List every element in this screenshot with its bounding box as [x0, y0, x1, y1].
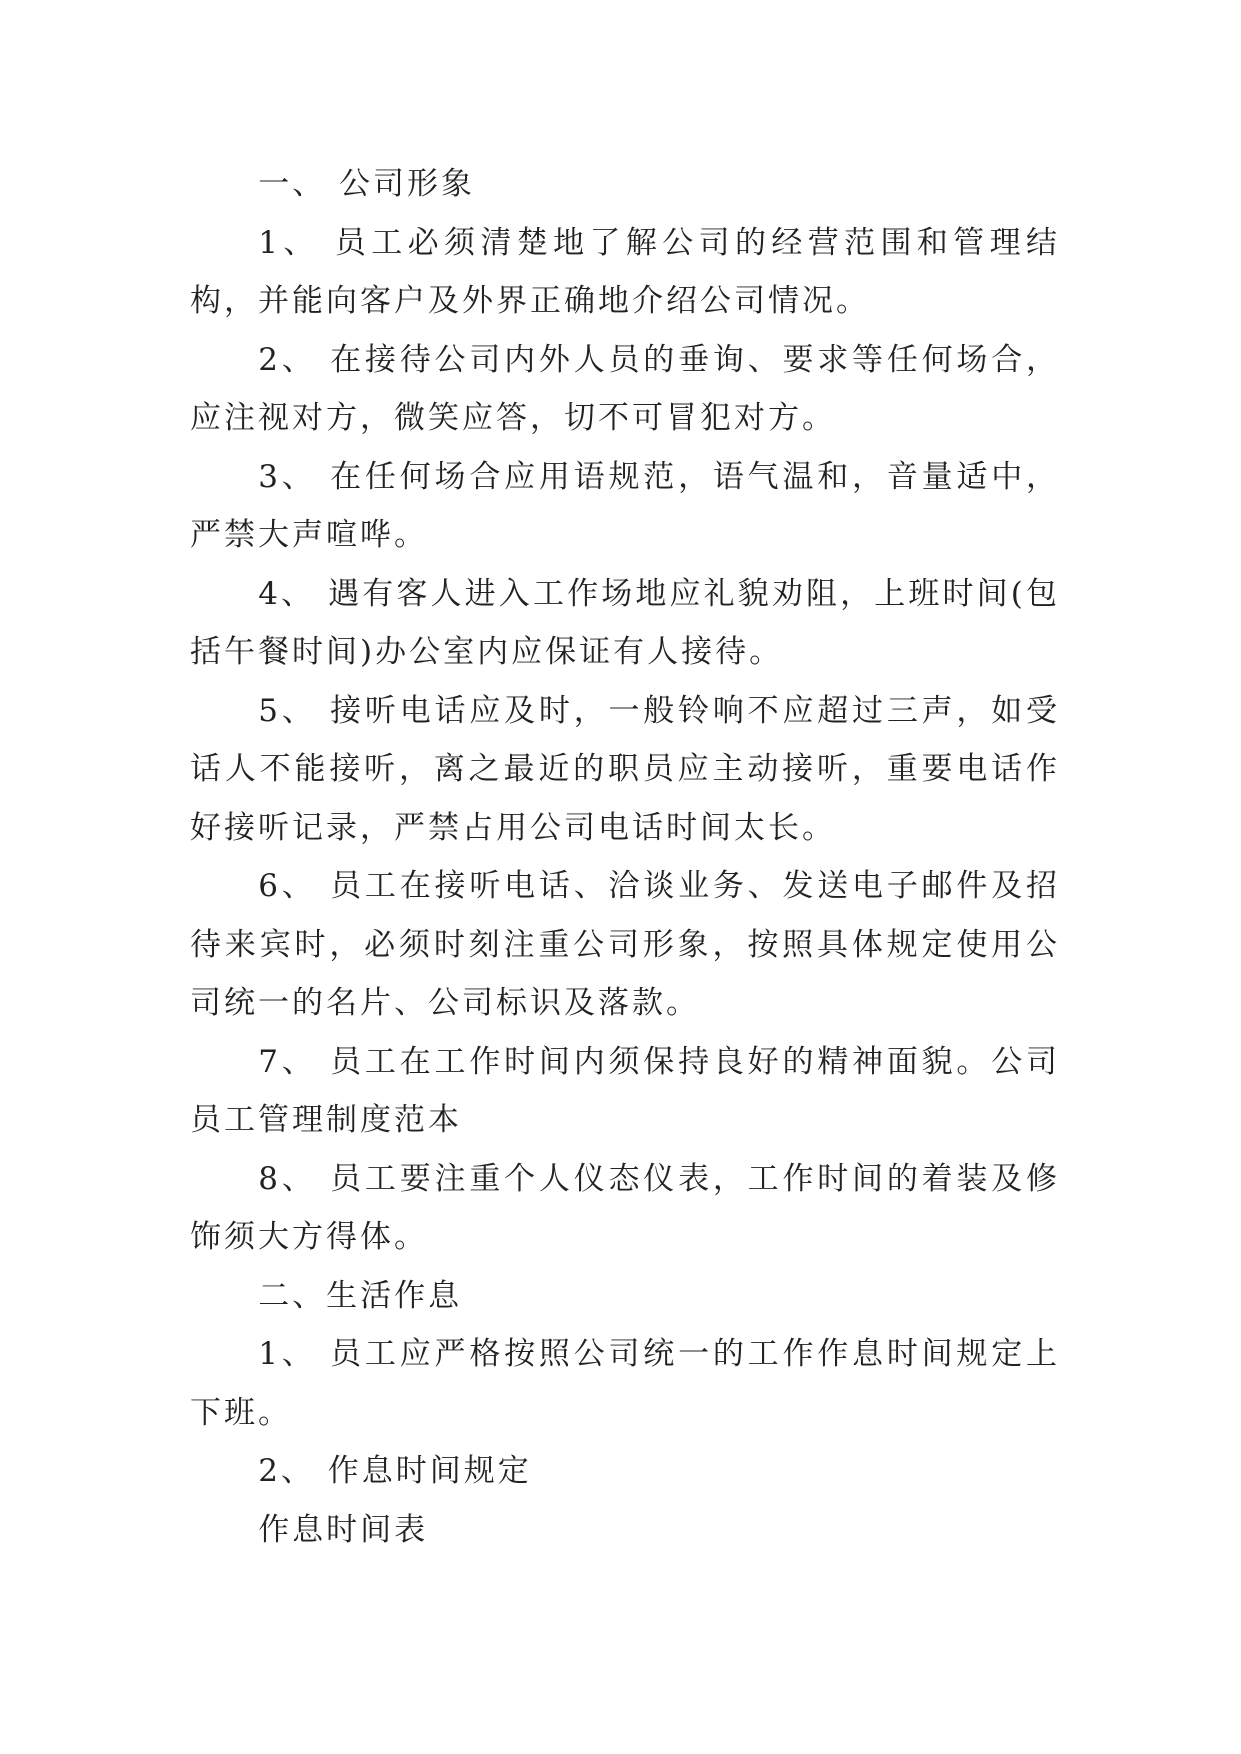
paragraph-item-7: 7、 员工在工作时间内须保持良好的精神面貌。公司员工管理制度范本	[190, 1043, 1060, 1138]
document-body	[190, 155, 1060, 1559]
section-heading-daily-schedule: 二、生活作息	[258, 1277, 463, 1314]
paragraph-item-5: 5、 接听电话应及时，一般铃响不应超过三声，如受话人不能接听，离之最近的职员应主动接听，重要电话作好接听记录，严禁占用公司电话时间太长。	[190, 692, 1060, 846]
paragraph-schedule-item-1: 1、 员工应严格按照公司统一的工作作息时间规定上下班。	[190, 1336, 1060, 1431]
paragraph-item-4: 4、 遇有客人进入工作场地应礼貌劝阻，上班时间(包括午餐时间)办公室内应保证有人接待。	[190, 575, 1060, 670]
schedule-table-caption: 作息时间表	[258, 1511, 429, 1548]
paragraph-item-2: 2、 在接待公司内外人员的垂询、要求等任何场合，应注视对方，微笑应答，切不可冒犯对方。	[190, 341, 1060, 436]
paragraph-item-6: 6、 员工在接听电话、洽谈业务、发送电子邮件及招待来宾时，必须时刻注重公司形象，按照具体规定使用公司统一的名片、公司标识及落款。	[190, 868, 1060, 1021]
paragraph-schedule-item-2: 2、 作息时间规定	[258, 1453, 532, 1489]
paragraph-item-3: 3、 在任何场合应用语规范，语气温和，音量适中，严禁大声喧哗。	[190, 458, 1060, 553]
paragraph-item-1: 1、 员工必须清楚地了解公司的经营范围和管理结构，并能向客户及外界正确地介绍公司情况。	[190, 224, 1060, 319]
section-heading-company-image: 一、 公司形象	[258, 166, 476, 202]
paragraph-item-8: 8、 员工要注重个人仪态仪表，工作时间的着装及修饰须大方得体。	[190, 1160, 1060, 1255]
